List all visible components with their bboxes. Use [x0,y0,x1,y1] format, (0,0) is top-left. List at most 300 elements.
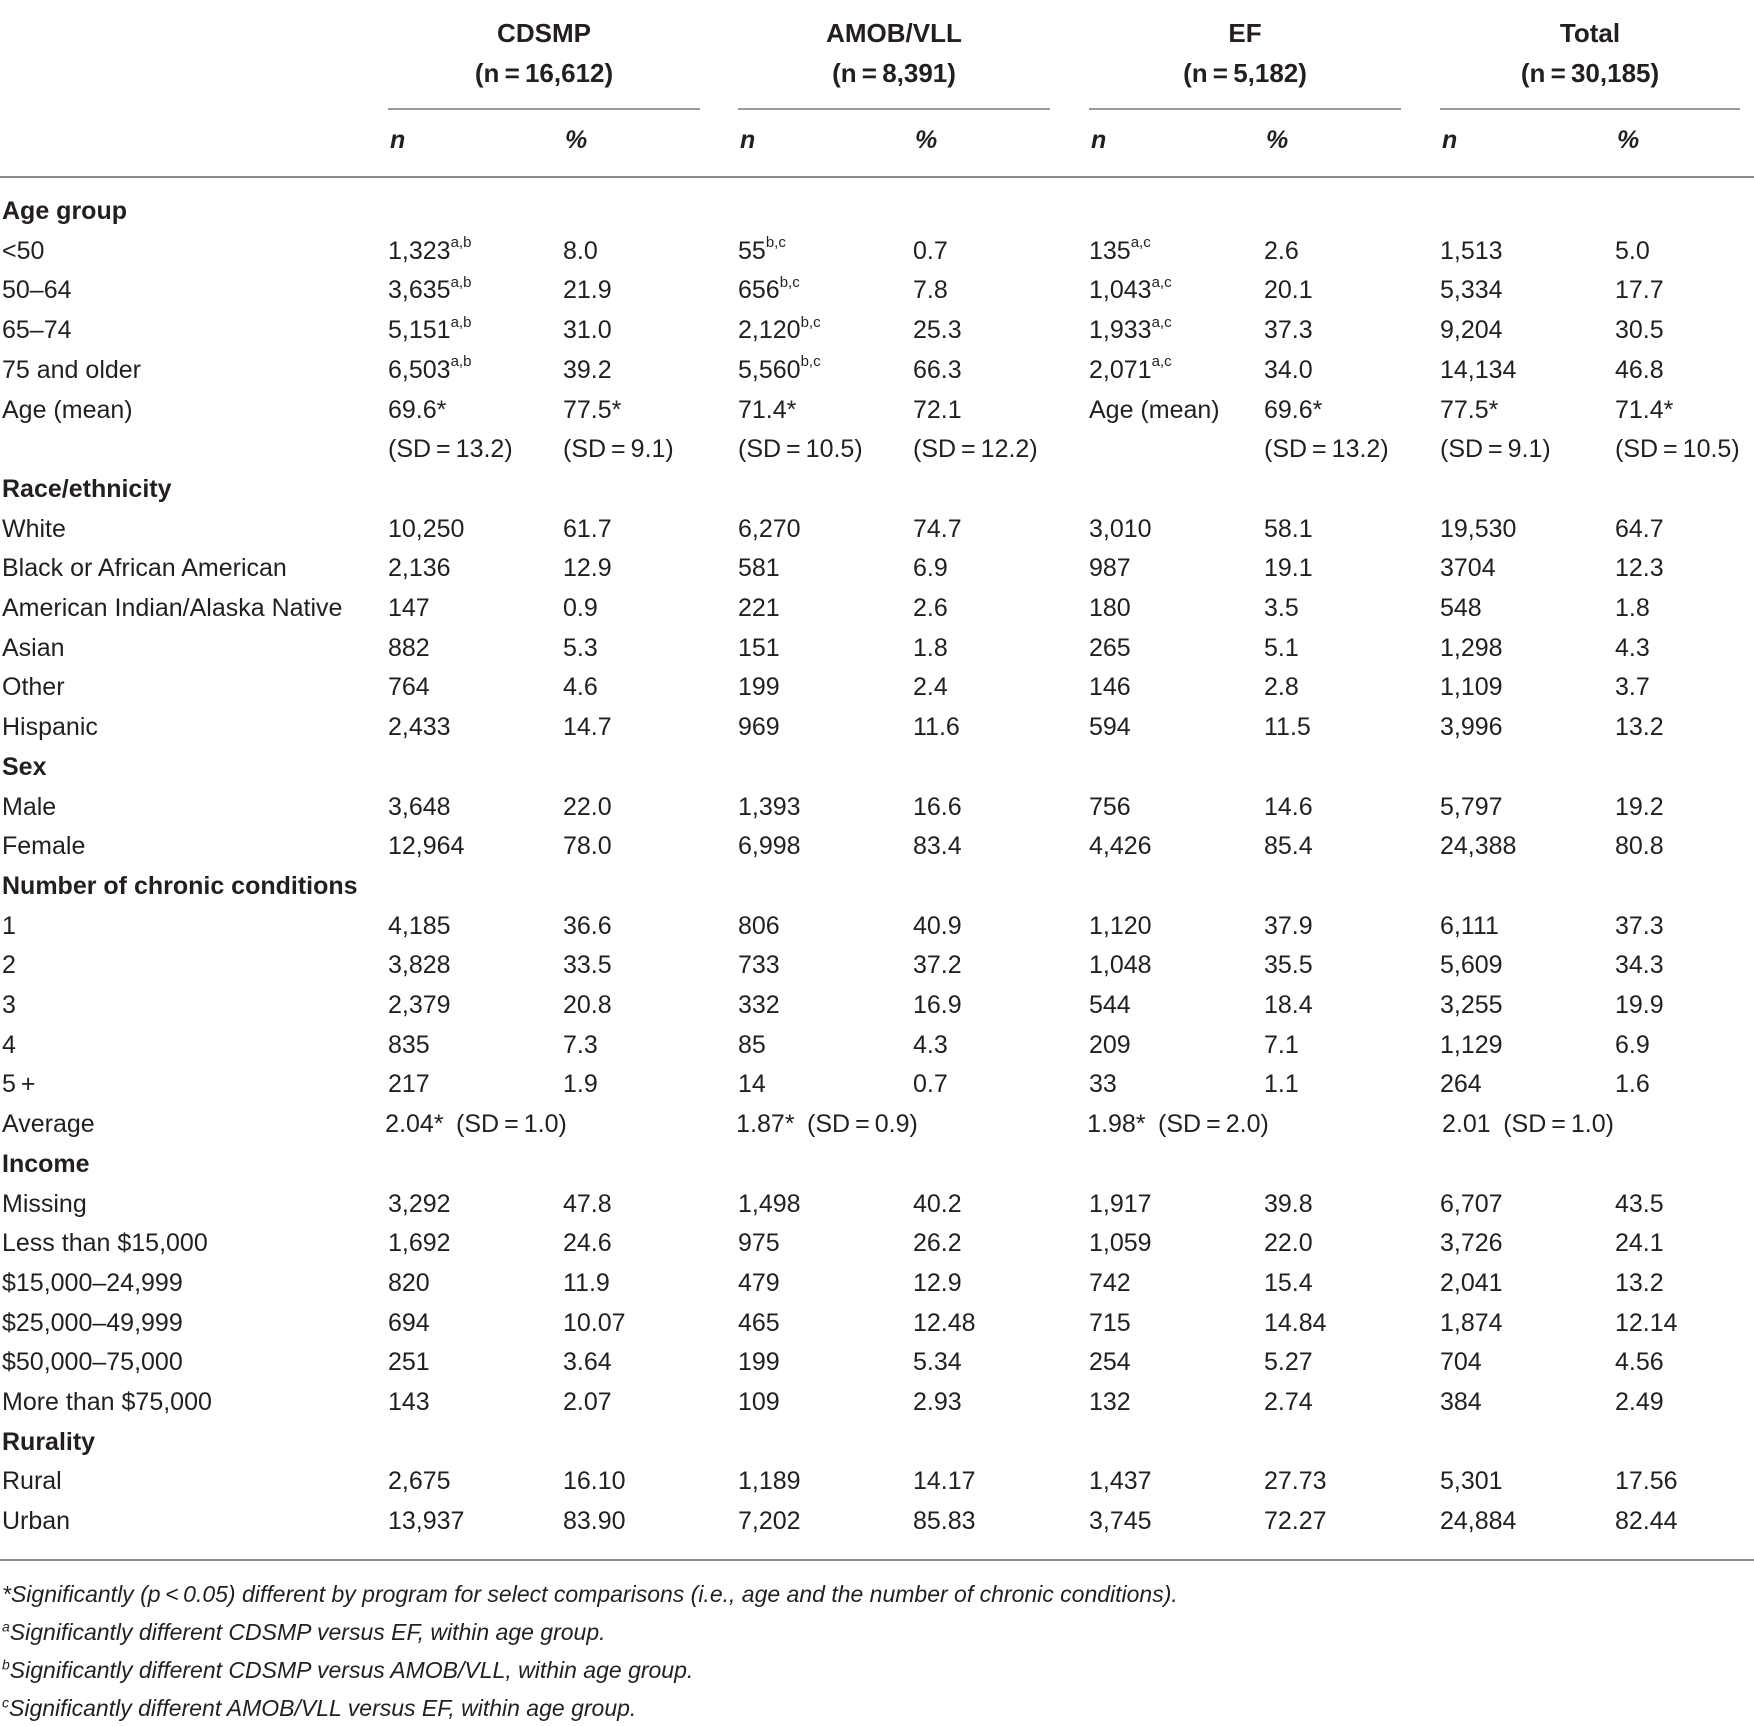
cell-n: 3,726 [1440,1229,1503,1258]
cell-n: 1,437 [1089,1467,1152,1496]
footnote [2,1614,606,1650]
cell-n: 3,292 [388,1189,451,1218]
cell-percent: 5.3 [563,633,598,662]
cell-n: 479 [738,1268,780,1297]
cell-percent: 4.3 [1615,633,1650,662]
group-rule-cdsmp [388,108,700,110]
cell-percent: 37.9 [1264,911,1313,940]
cell-n: 1,109 [1440,673,1503,702]
cell-n: 1,059 [1089,1229,1152,1258]
cell-n: 180 [1089,594,1131,622]
table-row [0,588,1754,628]
row-label: Asian [2,633,65,662]
cell-n: 715 [1089,1308,1131,1337]
cell-average: 1.98* (SD = 2.0) [1087,1110,1269,1139]
row-label: $15,000–24,999 [2,1268,183,1297]
cell-percent: 12.14 [1615,1308,1678,1337]
cell-percent: 77.5* [563,395,622,424]
cell-percent: 3.5 [1264,594,1299,622]
cell-n: 806 [738,911,780,940]
table-row [0,628,1754,668]
table-row [0,231,1754,271]
cell-n: 151 [738,633,780,662]
cell-n: 199 [738,1348,780,1377]
cell-n: 2,120$^{b,c}$ [738,313,821,345]
table-row [0,985,1754,1025]
group-rule-ef [1089,108,1401,110]
cell-percent: 58.1 [1264,514,1313,543]
cell-percent: 20.1 [1264,276,1313,305]
cell-n: 6,503$^{a,b}$ [388,353,472,384]
cell-percent: 24.6 [563,1229,612,1258]
column-header-title: Total [1559,18,1621,48]
footnote-text: Significantly different AMOB/VLL versus EF, within age group. [9,1695,637,1721]
header-rule [0,176,1754,178]
table-row [0,667,1754,707]
cell-n: 2,041 [1440,1268,1503,1297]
footnote-text: Significantly different CDSMP versus EF, within age group. [9,1619,606,1645]
column-header-total [1440,13,1740,93]
table-row [0,1342,1754,1382]
group-rule-amob-vll [738,108,1050,110]
cell-n: 5,334 [1440,276,1503,305]
cell-n: 6,270 [738,514,801,543]
row-label: Rural [2,1467,62,1496]
cell-percent: 12.3 [1615,554,1664,583]
cell-n: 656$^{b,c}$ [738,274,800,305]
cell-percent: 17.56 [1615,1467,1678,1496]
cell-percent: 66.3 [913,355,962,384]
cell-average: 2.04* (SD = 1.0) [385,1110,567,1139]
cell-percent: 1.8 [1615,594,1650,622]
cell-n: 143 [388,1388,430,1416]
column-header-title: CDSMP [497,18,591,48]
table-row [0,509,1754,549]
cell-n: 5,151$^{a,b}$ [388,313,472,345]
cell-percent: 4.6 [563,673,598,702]
cell-n: 209 [1089,1030,1131,1059]
footnote [2,1690,636,1726]
subheader-percent: % [1266,126,1289,154]
column-header-n: (n = 8,391) [832,58,956,88]
cell-percent: 11.5 [1264,713,1311,742]
cell-percent: 24.1 [1615,1229,1664,1258]
cell-n: 987 [1089,554,1131,583]
cell-n: 146 [1089,673,1131,702]
cell-percent: 2.6 [1264,236,1299,265]
cell-percent: 14.17 [913,1467,976,1496]
cell-percent: 69.6* [1264,395,1323,424]
section-row [0,866,1754,906]
cell-percent: 16.9 [913,991,962,1019]
cell-n: 384 [1440,1388,1482,1416]
footnote [2,1576,1178,1612]
cell-percent: 72.27 [1264,1507,1327,1536]
cell-n: 77.5* [1440,395,1499,424]
row-label: $50,000–75,000 [2,1348,183,1377]
row-label: Less than $15,000 [2,1229,208,1258]
section-heading: Sex [2,752,47,781]
cell-percent: 11.9 [563,1268,610,1297]
significance-superscript: a,c [1130,234,1151,252]
cell-percent: 0.9 [563,594,598,622]
significance-superscript: b,c [800,353,821,371]
cell-n: 2,433 [388,713,451,742]
cell-percent: 83.90 [563,1507,626,1536]
column-header-title: AMOB/VLL [826,18,962,48]
row-label: Average [2,1110,95,1139]
column-header-n: (n = 30,185) [1520,58,1660,88]
row-label: 3 [2,991,16,1019]
table-row [0,707,1754,747]
cell-n: 1,043$^{a,c}$ [1089,274,1172,305]
footnote-mark: b [2,1656,10,1673]
significance-superscript: b,c [765,234,786,252]
cell-percent: 78.0 [563,832,612,861]
significance-superscript: a,c [1151,274,1172,292]
cell-n: 3,828 [388,951,451,980]
cell-percent: 2.07 [563,1388,612,1416]
bottom-rule [0,1559,1754,1561]
cell-average: 2.01 (SD = 1.0) [1442,1110,1614,1139]
footnote-text: *Significantly (p < 0.05) different by program for select comparisons (i.e., age and the number of chronic conditions). [2,1581,1178,1607]
row-label: 65–74 [2,316,72,345]
row-label: <50 [2,236,45,265]
cell-n: 264 [1440,1070,1482,1099]
cell-n: 694 [388,1308,430,1337]
cell-percent: 2.8 [1264,673,1299,702]
cell-percent: 82.44 [1615,1507,1678,1536]
cell-percent: 1.1 [1264,1070,1299,1099]
table-row [0,1184,1754,1224]
group-rule-total [1440,108,1740,110]
table-row [0,1064,1754,1104]
significance-superscript: a,c [1151,313,1172,331]
significance-superscript: a,b [450,274,472,292]
cell-n: 199 [738,673,780,702]
row-label: 2 [2,951,16,980]
cell-n: 3,648 [388,792,451,821]
cell-percent: 19.1 [1264,554,1313,583]
row-label: 1 [2,911,16,940]
cell-n: 4,426 [1089,832,1152,861]
cell-n: 820 [388,1268,430,1297]
cell-percent: 20.8 [563,991,612,1019]
cell-n: 3,255 [1440,991,1503,1019]
cell-n: 69.6* [388,395,447,424]
cell-percent: 36.6 [563,911,612,940]
table-row [0,1104,1754,1144]
cell-percent: 19.9 [1615,991,1664,1019]
cell-n: 756 [1089,792,1131,821]
cell-percent: 2.49 [1615,1388,1664,1416]
cell-n: 71.4* [738,395,797,424]
cell-percent: 30.5 [1615,316,1664,345]
cell-n: 1,498 [738,1189,801,1218]
cell-percent: 74.7 [913,514,962,543]
cell-percent: 19.2 [1615,792,1664,821]
cell-percent: (SD = 13.2) [1264,435,1389,464]
footnote-text: Significantly different CDSMP versus AMOB/VLL, within age group. [9,1657,694,1683]
cell-percent: 4.3 [913,1030,948,1059]
cell-n: (SD = 9.1) [1440,435,1551,464]
row-label: Missing [2,1189,87,1218]
significance-superscript: a,b [450,313,472,331]
subheader-n: n [390,126,406,154]
table-row [0,945,1754,985]
table-row [0,1501,1754,1541]
significance-superscript: b,c [800,313,821,331]
cell-percent: 12.48 [913,1308,976,1337]
cell-n: 2,379 [388,991,451,1019]
cell-n: 85 [738,1030,766,1059]
row-label: 4 [2,1030,16,1059]
cell-percent: 34.3 [1615,951,1664,980]
table-row [0,310,1754,350]
cell-percent: 37.2 [913,951,962,980]
cell-n: 1,298 [1440,633,1503,662]
table-row [0,1025,1754,1065]
cell-percent: 39.8 [1264,1189,1313,1218]
row-label: 5 + [2,1070,36,1099]
cell-n: 217 [388,1070,430,1099]
section-heading: Rurality [2,1427,96,1456]
cell-percent: 85.83 [913,1507,976,1536]
cell-n: (SD = 10.5) [738,435,863,464]
cell-n: 969 [738,713,780,742]
cell-percent: 83.4 [913,832,962,861]
cell-n: 3,996 [1440,713,1503,742]
cell-n: 19,530 [1440,514,1517,543]
cell-n: 5,301 [1440,1467,1503,1496]
section-row [0,747,1754,787]
cell-percent: (SD = 12.2) [913,435,1038,464]
cell-n: 742 [1089,1268,1131,1297]
cell-n: 3,635$^{a,b}$ [388,274,472,305]
cell-percent: (SD = 10.5) [1615,435,1740,464]
cell-percent: 1.9 [563,1070,598,1099]
cell-percent: 46.8 [1615,355,1664,384]
cell-n: 10,250 [388,514,465,543]
section-row [0,1422,1754,1462]
cell-n: 594 [1089,713,1131,742]
cell-n: 882 [388,633,430,662]
row-label: Other [2,673,65,702]
cell-percent: 35.5 [1264,951,1313,980]
cell-n: 24,388 [1440,832,1517,861]
table-row [0,548,1754,588]
cell-percent: 8.0 [563,236,598,265]
cell-percent: 1.6 [1615,1070,1650,1099]
table-row [0,906,1754,946]
table-row [0,1223,1754,1263]
footnote [2,1652,693,1688]
cell-percent: 5.1 [1264,633,1299,662]
cell-percent: 7.1 [1264,1030,1299,1059]
cell-percent: 39.2 [563,355,612,384]
cell-percent: 37.3 [1264,316,1313,345]
row-label: American Indian/Alaska Native [2,594,343,622]
cell-n: Age (mean) [1089,395,1220,424]
cell-n: 332 [738,991,780,1019]
cell-percent: 12.9 [913,1268,962,1297]
cell-percent: 0.7 [913,236,948,265]
cell-n: 147 [388,594,430,622]
cell-n: 6,111 [1440,911,1499,940]
cell-percent: 13.2 [1615,1268,1664,1297]
cell-n: 465 [738,1308,780,1337]
column-header-n: (n = 5,182) [1183,58,1307,88]
cell-percent: 18.4 [1264,991,1313,1019]
cell-n: 221 [738,594,780,622]
cell-percent: 5.34 [913,1348,962,1377]
cell-percent: 37.3 [1615,911,1664,940]
table-row [0,429,1754,469]
row-label: 75 and older [2,355,142,384]
cell-n: 109 [738,1388,780,1416]
cell-n: 132 [1089,1388,1131,1416]
cell-n: 975 [738,1229,780,1258]
table-row [0,270,1754,310]
cell-percent: 2.4 [913,673,948,702]
cell-n: 12,964 [388,832,465,861]
cell-percent: 34.0 [1264,355,1313,384]
table-row [0,826,1754,866]
cell-n: 3,010 [1089,514,1152,543]
cell-percent: 43.5 [1615,1189,1664,1218]
cell-percent: 47.8 [563,1189,612,1218]
cell-n: 1,048 [1089,951,1152,980]
cell-percent: 22.0 [1264,1229,1313,1258]
cell-n: 704 [1440,1348,1482,1377]
section-row [0,469,1754,509]
cell-percent: 14.84 [1264,1308,1327,1337]
cell-percent: 5.27 [1264,1348,1313,1377]
cell-average: 1.87* (SD = 0.9) [736,1110,918,1139]
cell-n: 55$^{b,c}$ [738,234,786,265]
subheader-percent: % [915,126,938,154]
cell-percent: 26.2 [913,1229,962,1258]
cell-n: 6,998 [738,832,801,861]
significance-superscript: a,b [450,353,472,371]
cell-percent: (SD = 9.1) [563,435,674,464]
subheader-percent: % [1617,126,1640,154]
cell-n: 6,707 [1440,1189,1503,1218]
row-label: More than $75,000 [2,1388,212,1416]
cell-percent: 61.7 [563,514,612,543]
table-row [0,1263,1754,1303]
table-row [0,787,1754,827]
cell-percent: 13.2 [1615,713,1664,742]
cell-n: 135$^{a,c}$ [1089,234,1151,265]
cell-percent: 10.07 [563,1308,626,1337]
cell-n: 2,071$^{a,c}$ [1089,353,1172,384]
cell-percent: 64.7 [1615,514,1664,543]
cell-percent: 16.6 [913,792,962,821]
cell-n: 265 [1089,633,1131,662]
cell-n: 1,120 [1089,911,1152,940]
row-label: Urban [2,1507,71,1536]
cell-percent: 1.8 [913,633,948,662]
significance-superscript: a,c [1151,353,1172,371]
cell-percent: 40.2 [913,1189,962,1218]
cell-percent: 2.6 [913,594,948,622]
cell-percent: 0.7 [913,1070,948,1099]
cell-percent: 40.9 [913,911,962,940]
cell-percent: 15.4 [1264,1268,1313,1297]
subheader-n: n [740,126,756,154]
cell-percent: 22.0 [563,792,612,821]
cell-n: 1,513 [1440,236,1503,265]
cell-percent: 25.3 [913,316,962,345]
cell-percent: 33.5 [563,951,612,980]
cell-n: 4,185 [388,911,451,940]
table-row [0,350,1754,390]
cell-percent: 6.9 [1615,1030,1650,1059]
column-header-cdsmp [388,13,700,93]
cell-n: 764 [388,673,430,702]
cell-percent: 2.74 [1264,1388,1313,1416]
cell-percent: 16.10 [563,1467,626,1496]
cell-percent: 21.9 [563,276,612,305]
column-header-n: (n = 16,612) [474,58,614,88]
table-row [0,1461,1754,1501]
cell-percent: 6.9 [913,554,948,583]
row-label: Hispanic [2,713,98,742]
row-label: Male [2,792,57,821]
cell-n: 1,933$^{a,c}$ [1089,313,1172,345]
cell-percent: 4.56 [1615,1348,1664,1377]
cell-n: 2,675 [388,1467,451,1496]
cell-n: 24,884 [1440,1507,1517,1536]
subheader-percent: % [565,126,588,154]
cell-percent: 3.7 [1615,673,1650,702]
cell-percent: 7.3 [563,1030,598,1059]
row-label: Black or African American [2,554,287,583]
column-header-amob-vll [738,13,1050,93]
cell-n: 14 [738,1070,766,1099]
cell-n: 3,745 [1089,1507,1152,1536]
cell-n: 251 [388,1348,430,1377]
significance-superscript: b,c [779,274,800,292]
cell-n: 544 [1089,991,1131,1019]
row-label: $25,000–49,999 [2,1308,183,1337]
section-heading: Race/ethnicity [2,474,172,503]
cell-n: 1,323$^{a,b}$ [388,234,472,265]
cell-n: (SD = 13.2) [388,435,513,464]
cell-n: 5,609 [1440,951,1503,980]
cell-n: 1,917 [1089,1189,1152,1218]
subheader-n: n [1442,126,1458,154]
footnote-mark: a [2,1618,10,1635]
significance-superscript: a,b [450,234,472,252]
section-heading: Income [2,1149,90,1178]
section-row [0,191,1754,231]
section-heading: Age group [2,197,127,225]
cell-n: 548 [1440,594,1482,622]
cell-n: 14,134 [1440,355,1517,384]
cell-percent: 17.7 [1615,276,1664,305]
cell-percent: 12.9 [563,554,612,583]
cell-n: 1,189 [738,1467,801,1496]
cell-percent: 72.1 [913,395,962,424]
cell-n: 5,797 [1440,792,1503,821]
cell-n: 1,692 [388,1229,451,1258]
section-heading: Number of chronic conditions [2,871,358,900]
cell-percent: 31.0 [563,316,612,345]
cell-percent: 85.4 [1264,832,1313,861]
cell-n: 581 [738,554,780,583]
